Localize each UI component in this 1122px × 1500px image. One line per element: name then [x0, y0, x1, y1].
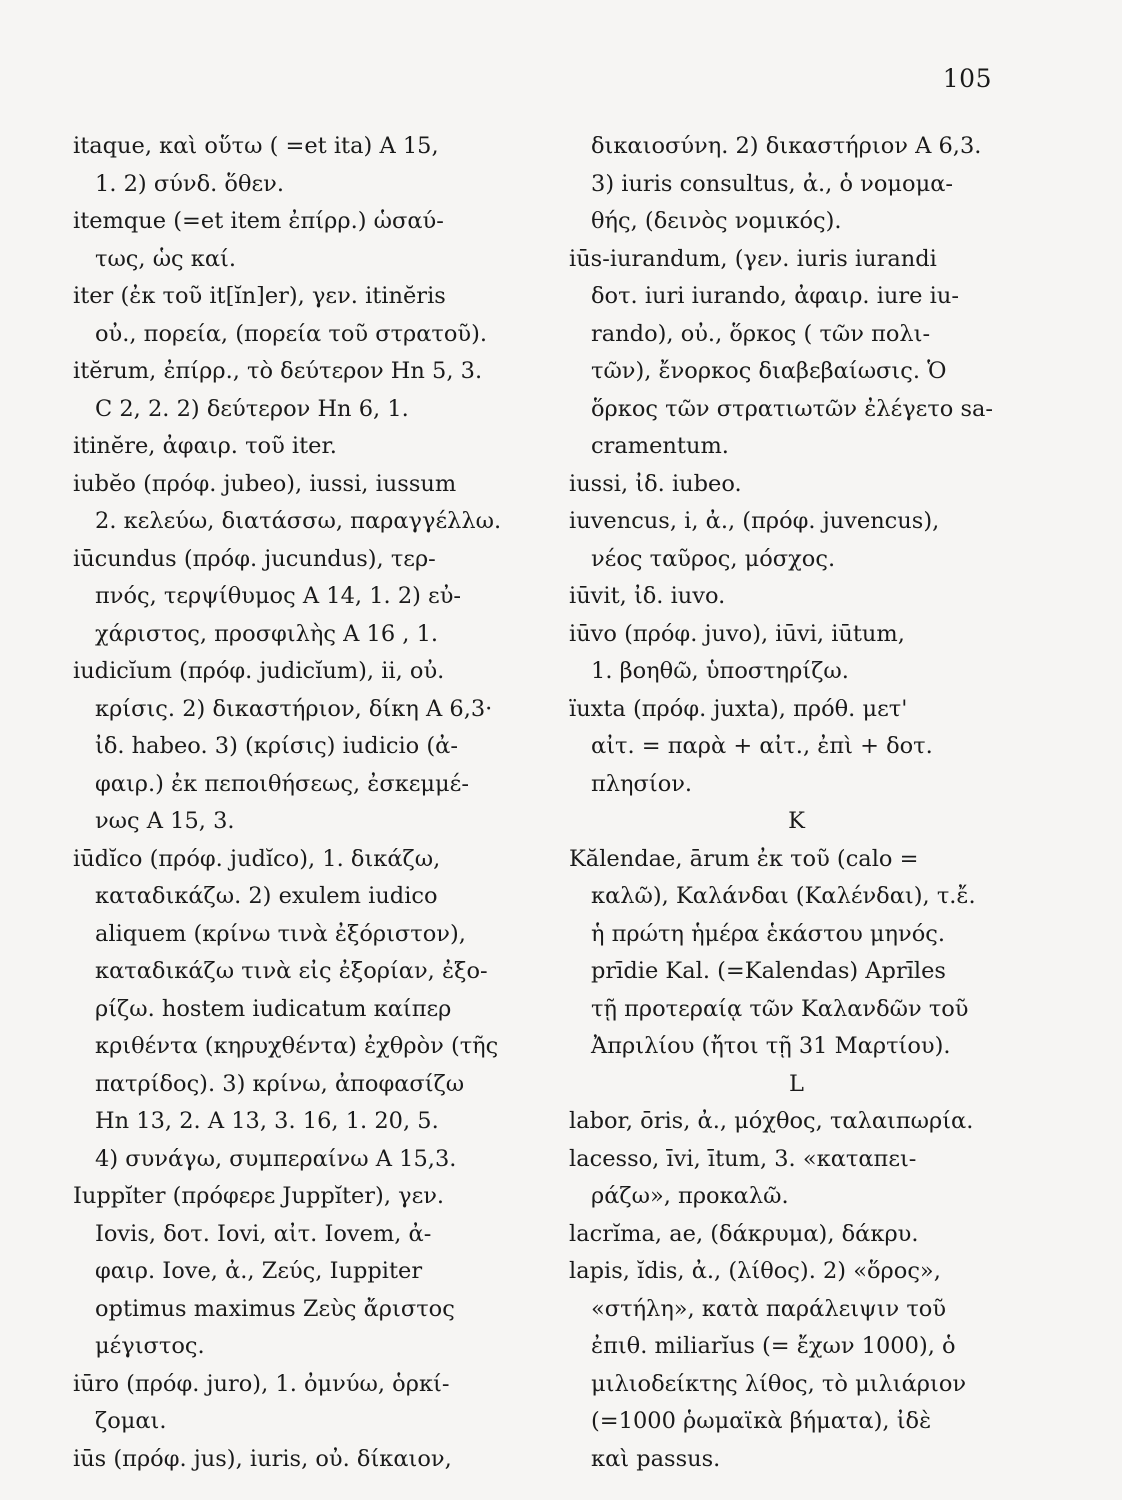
entry-line: καταδικάζω τινὰ εἰς ἐξορίαν, ἐξο- [95, 958, 488, 984]
entry-line: νέος ταῦρος, μόσχος. [591, 545, 836, 572]
entry-line: δικαιοσύνη. 2) δικαστήριον A 6,3. [591, 133, 982, 159]
entry-line: «στήλη», κατὰ παράλειψιν τοῦ [591, 1295, 947, 1322]
entry-line: iūs-iurandum, (γεν. iuris iurandi [569, 245, 937, 272]
entry-line: πνός, τερψίθυμος A 14, 1. 2) εὐ- [95, 583, 461, 609]
entry-line: αἰτ. = παρὰ + αἰτ., ἐπὶ + δοτ. [591, 733, 933, 759]
section-letter: K [788, 808, 805, 834]
entry-line: cramentum. [591, 433, 729, 459]
entry-line: ζομαι. [95, 1408, 167, 1434]
entry-line: τῇ προτεραίᾳ τῶν Καλανδῶν τοῦ [591, 995, 969, 1022]
entry-line: iussi, ἰδ. iubeo. [569, 470, 742, 497]
entry-line: (=1000 ῥωμαϊκὰ βήματα), ἰδὲ [591, 1408, 932, 1434]
entry-line: iuvencus, i, ἀ., (πρόφ. juvencus), [569, 508, 940, 534]
entry-line: iūs (πρόφ. jus), iuris, οὐ. δίκαιον, [73, 1445, 452, 1472]
entry-line: νως A 15, 3. [95, 808, 235, 834]
entry-line: Kălendae, ārum ἐκ τοῦ (calo = [569, 845, 919, 872]
entry-line: καταδικάζω. 2) exulem iudico [95, 883, 438, 909]
entry-line: 2. κελεύω, διατάσσω, παραγγέλλω. [95, 508, 502, 534]
entry-line: Hn 13, 2. A 13, 3. 16, 1. 20, 5. [95, 1108, 439, 1134]
entry-line: φαιρ.) ἐκ πεποιθήσεως, ἐσκεμμέ- [95, 770, 469, 797]
entry-line: κρίσις. 2) δικαστήριον, δίκη A 6,3· [95, 695, 493, 722]
entry-line: καὶ passus. [591, 1445, 721, 1472]
entry-line: ὅρκος τῶν στρατιωτῶν ἐλέγετο sa- [591, 395, 994, 422]
entry-line: οὐ., πορεία, (πορεία τοῦ στρατοῦ). [95, 320, 488, 347]
entry-line: iudicĭum (πρόφ. judicĭum), ii, οὐ. [73, 658, 445, 684]
entry-line: iter (ἐκ τοῦ it[ĭn]er), γεν. itinĕris [73, 283, 446, 309]
entry-line: iūro (πρόφ. juro), 1. ὀμνύω, ὁρκί- [73, 1370, 450, 1397]
entry-line: πλησίον. [591, 770, 693, 797]
entry-line: itĕrum, ἐπίρρ., τὸ δεύτερον Hn 5, 3. [73, 358, 483, 384]
entry-line: Ἀπριλίου (ἤτοι τῇ 31 Μαρτίου). [591, 1033, 951, 1059]
entry-line: θής, (δεινὸς νομικός). [591, 208, 842, 234]
entry-line: optimus maximus Ζεὺς ἄριστος [95, 1295, 455, 1322]
entry-line: aliquem (κρίνω τινὰ ἐξόριστον), [95, 920, 466, 947]
entry-line: iubĕo (πρόφ. jubeo), iussi, iussum [73, 470, 457, 497]
entry-line: 3) iuris consultus, ἀ., ὁ νομομα- [591, 170, 953, 197]
entry-line: labor, ōris, ἀ., μόχθος, ταλαιπωρία. [569, 1108, 974, 1134]
entry-line: ρίζω. hostem iudicatum καίπερ [95, 995, 452, 1022]
entry-line: rando), οὐ., ὅρκος ( τῶν πολι- [591, 320, 931, 347]
entry-line: iūcundus (πρόφ. jucundus), τερ- [73, 545, 436, 572]
entry-line: καλῶ), Καλάνδαι (Καλένδαι), τ.ἔ. [591, 883, 976, 909]
entry-line: ἐπιθ. miliarĭus (= ἔχων 1000), ὁ [591, 1333, 956, 1359]
entry-line: iūvit, ἰδ. iuvo. [569, 583, 726, 609]
entry-line: C 2, 2. 2) δεύτερον Hn 6, 1. [95, 395, 409, 422]
entry-line: πατρίδος). 3) κρίνω, ἀποφασίζω [95, 1070, 465, 1097]
entry-line: ράζω», προκαλῶ. [591, 1183, 789, 1209]
entry-line: itinĕre, ἀφαιρ. τοῦ iter. [73, 433, 337, 459]
entry-line: ἰδ. habeo. 3) (κρίσις) iudicio (ἀ- [95, 733, 458, 759]
entry-line: ïuxta (πρόφ. juxta), πρόθ. μετ' [569, 695, 908, 722]
entry-line: Iuppĭter (πρόφερε Juppĭter), γεν. [73, 1183, 445, 1209]
entry-line: 4) συνάγω, συμπεραίνω A 15,3. [95, 1145, 457, 1172]
entry-line: 1. 2) σύνδ. ὅθεν. [95, 170, 285, 197]
entry-line: χάριστος, προσφιλὴς A 16 , 1. [95, 620, 439, 647]
entry-line: φαιρ. Iove, ἀ., Ζεύς, Iuppiter [95, 1258, 423, 1284]
entry-line: prīdie Kal. (=Kalendas) Aprīles [591, 958, 946, 984]
entry-line: lapis, ĭdis, ἀ., (λίθος). 2) «ὅρος», [569, 1258, 941, 1284]
entry-line: τῶν), ἔνορκος διαβεβαίωσις. Ὁ [591, 358, 947, 384]
entry-line: lacrĭma, ae, (δάκρυμα), δάκρυ. [569, 1220, 919, 1247]
entry-line: 1. βοηθῶ, ὑποστηρίζω. [591, 658, 849, 684]
entry-line: lacesso, īvi, ītum, 3. «καταπει- [569, 1145, 917, 1172]
entry-line: δοτ. iuri iurando, ἀφαιρ. iure iu- [591, 283, 959, 309]
entry-line: itaque, καὶ οὕτω ( =et ita) A 15, [73, 133, 439, 159]
entry-line: μιλιοδείκτης λίθος, τὸ μιλιάριον [591, 1370, 967, 1397]
section-letter: L [789, 1070, 804, 1097]
entry-line: τως, ὡς καί. [95, 245, 237, 272]
entry-line: μέγιστος. [95, 1333, 205, 1359]
entry-line: κριθέντα (κηρυχθέντα) ἐχθρὸν (τῆς [95, 1033, 499, 1059]
page-number: 105 [942, 64, 992, 93]
entry-line: Iovis, δοτ. Iovi, αἰτ. Iovem, ἀ- [95, 1220, 432, 1247]
left-column [73, 128, 528, 1478]
entry-line: iūvo (πρόφ. juvo), iūvi, iūtum, [569, 620, 905, 647]
entry-line: ἡ πρώτη ἡμέρα ἑκάστου μηνός. [591, 920, 946, 947]
entry-line: itemque (=et item ἐπίρρ.) ὡσαύ- [73, 208, 444, 234]
entry-line: iūdĭco (πρόφ. judĭco), 1. δικάζω, [73, 845, 441, 872]
right-column [569, 128, 1024, 1478]
